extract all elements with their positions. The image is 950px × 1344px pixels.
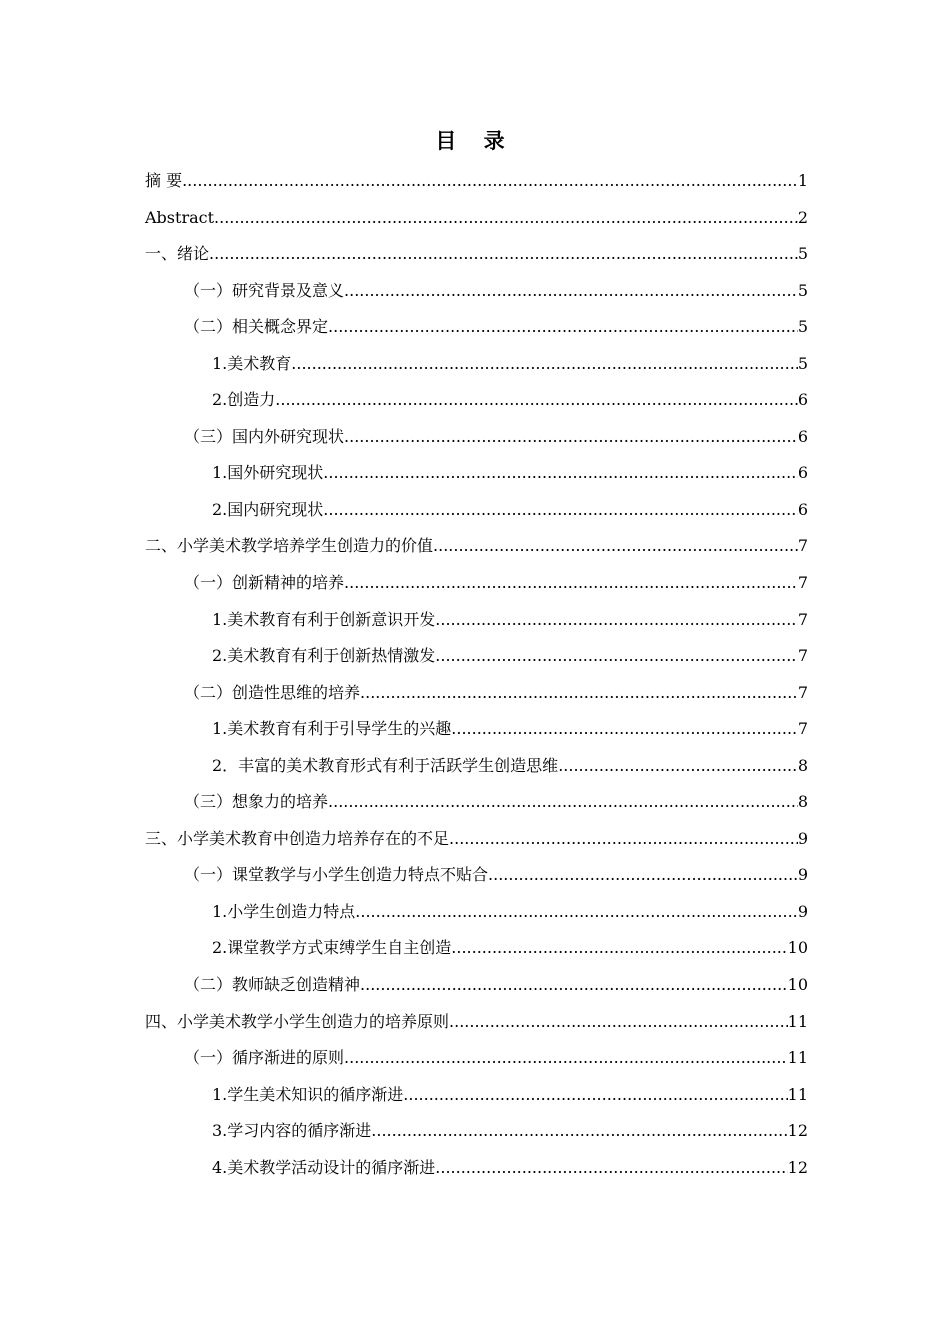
toc-entry-page-number: 12 bbox=[787, 1121, 808, 1141]
toc-entry-label: （一）循序渐进的原则 bbox=[184, 1048, 345, 1068]
dot-leader bbox=[182, 163, 798, 200]
dot-leader bbox=[275, 382, 798, 419]
toc-entry-page-number: 7 bbox=[797, 609, 808, 629]
toc-entry-page-number: 1 bbox=[797, 171, 808, 190]
dot-leader bbox=[355, 894, 798, 931]
toc-entry-label: 1.美术教育有利于创新意识开发 bbox=[212, 609, 436, 629]
dot-leader bbox=[291, 346, 798, 383]
dot-leader bbox=[328, 309, 798, 346]
toc-entry-page-number: 6 bbox=[797, 463, 808, 483]
toc-entry-page-number: 5 bbox=[797, 244, 808, 264]
toc-entry[interactable] bbox=[145, 784, 808, 821]
dot-leader bbox=[433, 528, 798, 565]
dot-leader bbox=[328, 784, 798, 821]
dot-leader bbox=[360, 967, 788, 1004]
toc-entry[interactable] bbox=[145, 638, 808, 675]
dot-leader bbox=[435, 1150, 787, 1187]
toc-entry[interactable] bbox=[145, 273, 808, 310]
toc-entry[interactable] bbox=[145, 675, 808, 712]
toc-entry-label: （一）课堂教学与小学生创造力特点不贴合 bbox=[184, 865, 489, 885]
toc-entry-label: 2.课堂教学方式束缚学生自主创造 bbox=[212, 938, 452, 958]
toc-entry-page-number: 7 bbox=[797, 536, 808, 556]
dot-leader bbox=[449, 1004, 788, 1041]
toc-entry-label: 1.国外研究现状 bbox=[212, 463, 324, 483]
dot-leader bbox=[488, 857, 798, 894]
toc-entry-label: 2.国内研究现状 bbox=[212, 499, 324, 519]
table-of-contents bbox=[145, 163, 808, 1186]
toc-entry[interactable] bbox=[145, 492, 808, 529]
dot-leader bbox=[344, 419, 798, 456]
toc-entry-label: 一、绪论 bbox=[145, 244, 210, 264]
dot-leader bbox=[344, 565, 798, 602]
toc-entry-label: （二）创造性思维的培养 bbox=[184, 682, 361, 702]
toc-entry-page-number: 8 bbox=[797, 755, 808, 775]
toc-title: 目 录 bbox=[435, 128, 515, 153]
toc-entry-label: 2．丰富的美术教育形式有利于活跃学生创造思维 bbox=[212, 755, 559, 775]
toc-entry[interactable] bbox=[145, 528, 808, 565]
dot-leader bbox=[435, 602, 798, 639]
toc-entry-label: （二）相关概念界定 bbox=[184, 317, 329, 337]
toc-entry[interactable] bbox=[145, 821, 808, 858]
toc-entry-page-number: 2 bbox=[797, 207, 808, 227]
toc-entry-page-number: 7 bbox=[797, 573, 808, 593]
toc-entry[interactable] bbox=[145, 1077, 808, 1114]
toc-entry-page-number: 5 bbox=[797, 353, 808, 373]
toc-entry-page-number: 9 bbox=[797, 865, 808, 885]
toc-entry[interactable] bbox=[145, 894, 808, 931]
toc-entry-page-number: 10 bbox=[787, 938, 808, 958]
dot-leader bbox=[451, 930, 787, 967]
toc-entry-page-number: 6 bbox=[797, 426, 808, 446]
toc-entry[interactable] bbox=[145, 382, 808, 419]
toc-entry[interactable] bbox=[145, 419, 808, 456]
toc-entry[interactable] bbox=[145, 200, 808, 237]
toc-entry-label: （一）创新精神的培养 bbox=[184, 573, 345, 593]
toc-entry-label: 2.创造力 bbox=[212, 390, 276, 410]
toc-entry-label: 二、小学美术教学培养学生创造力的价值 bbox=[145, 536, 434, 556]
toc-entry[interactable] bbox=[145, 1113, 808, 1150]
toc-entry-page-number: 7 bbox=[797, 646, 808, 666]
toc-entry-label: （三）想象力的培养 bbox=[184, 792, 329, 812]
toc-entry-label: （三）国内外研究现状 bbox=[184, 426, 345, 446]
toc-entry[interactable] bbox=[145, 346, 808, 383]
toc-entry-page-number: 9 bbox=[797, 901, 808, 921]
dot-leader bbox=[214, 200, 798, 237]
toc-entry-page-number: 6 bbox=[797, 390, 808, 410]
toc-entry-page-number: 11 bbox=[787, 1011, 808, 1031]
toc-entry-page-number: 7 bbox=[797, 719, 808, 739]
dot-leader bbox=[360, 675, 798, 712]
toc-entry-label: 3.学习内容的循序渐进 bbox=[212, 1121, 372, 1141]
dot-leader bbox=[323, 455, 798, 492]
toc-entry-label: 摘 要 bbox=[145, 171, 183, 190]
toc-entry-label: 1.小学生创造力特点 bbox=[212, 901, 356, 921]
toc-entry[interactable] bbox=[145, 857, 808, 894]
toc-entry-label: 1.美术教育有利于引导学生的兴趣 bbox=[212, 719, 452, 739]
dot-leader bbox=[435, 638, 798, 675]
toc-entry-page-number: 11 bbox=[787, 1048, 808, 1068]
toc-entry-label: Abstract bbox=[145, 207, 215, 227]
toc-entry[interactable] bbox=[145, 602, 808, 639]
toc-entry-label: 1.学生美术知识的循序渐进 bbox=[212, 1084, 404, 1104]
toc-entry[interactable] bbox=[145, 967, 808, 1004]
toc-entry[interactable] bbox=[145, 163, 808, 200]
toc-entry[interactable] bbox=[145, 565, 808, 602]
toc-entry-label: 三、小学美术教育中创造力培养存在的不足 bbox=[145, 828, 450, 848]
dot-leader bbox=[449, 821, 798, 858]
dot-leader bbox=[558, 748, 798, 785]
toc-entry-label: 四、小学美术教学小学生创造力的培养原则 bbox=[145, 1011, 450, 1031]
dot-leader bbox=[344, 1040, 788, 1077]
toc-entry-page-number: 9 bbox=[797, 828, 808, 848]
toc-entry-label: 1.美术教育 bbox=[212, 353, 292, 373]
toc-entry[interactable] bbox=[145, 748, 808, 785]
toc-entry[interactable] bbox=[145, 309, 808, 346]
dot-leader bbox=[371, 1113, 787, 1150]
toc-entry-label: （一）研究背景及意义 bbox=[184, 280, 345, 300]
toc-entry[interactable] bbox=[145, 455, 808, 492]
dot-leader bbox=[209, 236, 798, 273]
toc-entry[interactable] bbox=[145, 711, 808, 748]
toc-entry-label: 4.美术教学活动设计的循序渐进 bbox=[212, 1157, 436, 1177]
toc-entry-page-number: 6 bbox=[797, 499, 808, 519]
toc-entry[interactable] bbox=[145, 1150, 808, 1187]
toc-entry-page-number: 7 bbox=[797, 682, 808, 702]
toc-entry-page-number: 12 bbox=[787, 1157, 808, 1177]
dot-leader bbox=[344, 273, 798, 310]
toc-entry[interactable] bbox=[145, 1004, 808, 1041]
toc-entry[interactable] bbox=[145, 236, 808, 273]
toc-entry-label: （二）教师缺乏创造精神 bbox=[184, 975, 361, 995]
toc-entry[interactable] bbox=[145, 930, 808, 967]
toc-entry-page-number: 5 bbox=[797, 280, 808, 300]
toc-entry-page-number: 8 bbox=[797, 792, 808, 812]
toc-entry-page-number: 11 bbox=[787, 1084, 808, 1104]
toc-entry-page-number: 5 bbox=[797, 317, 808, 337]
dot-leader bbox=[403, 1077, 787, 1114]
toc-entry-label: 2.美术教育有利于创新热情激发 bbox=[212, 646, 436, 666]
toc-entry[interactable] bbox=[145, 1040, 808, 1077]
dot-leader bbox=[451, 711, 798, 748]
dot-leader bbox=[323, 492, 798, 529]
toc-entry-page-number: 10 bbox=[787, 975, 808, 995]
